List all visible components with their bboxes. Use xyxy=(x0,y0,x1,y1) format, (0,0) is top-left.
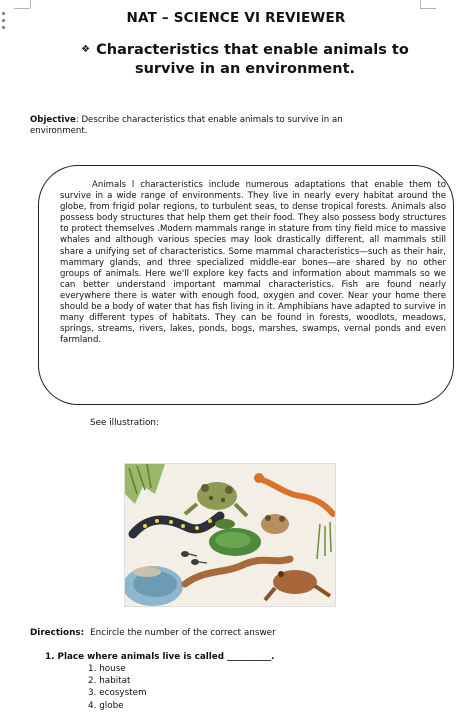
choice-item[interactable]: 2. habitat xyxy=(88,676,131,687)
subtitle-text: Characteristics that enable animals to survive in an environment. xyxy=(96,42,409,77)
see-illustration-label: See illustration: xyxy=(90,418,159,428)
animals-habitat-illustration xyxy=(124,463,336,607)
objective-text: : Describe characteristics that enable animals to survive in an environment. xyxy=(30,115,343,136)
page-title: NAT – SCIENCE VI REVIEWER xyxy=(126,10,346,26)
page-corner-marker xyxy=(420,0,436,9)
page-corner-marker xyxy=(29,0,31,8)
choice-item[interactable]: 4. globe xyxy=(88,700,124,711)
page-corner-marker xyxy=(420,0,422,8)
question-1: 1. Place where animals live is called __________. xyxy=(45,652,275,662)
objective-paragraph xyxy=(30,115,390,137)
diamond-bullet-icon: ❖ xyxy=(81,44,91,55)
directions-line xyxy=(30,628,276,638)
choice-item[interactable]: 3. ecosystem xyxy=(88,688,147,699)
objective-label: Objective xyxy=(30,115,76,125)
page-corner-marker xyxy=(14,0,30,9)
reading-passage: Animals l characteristics include numerous adaptations that enable them to survive in a wide range of environments. They live in nearly every habitat around the globe, from frigid polar regions, to turbulent seas, to dense tropical forests. Animals also possess body structures that help them get their food. They also possess body structures to protect themselves .Modern mammals range in stature from tiny field mice to massive whales and although various species may look drastically different, all mammals still share a unifying set of characteristics. Some mammal characteristics—such as their hair, mammary glands, and three specialized middle-ear bones—are shared by no other groups of animals. Here we'll explore key facts and information about mammals so we can better understand important mammal characteristics. Fish are found nearly everywhere there is water with enough food, oxygen and cover. Near your home there should be a body of water that has fish living in it. Amphibians have adapted to survive in many different types of habitats. They can be found in forests, woodlots, meadows, springs, streams, rivers, lakes, ponds, bogs, marshes, swamps, vernal ponds and even farmland. xyxy=(60,180,446,346)
page-subtitle xyxy=(60,40,430,79)
question-1-choices xyxy=(88,663,147,712)
choice-item[interactable]: 1. house xyxy=(88,664,126,674)
directions-label: Directions: xyxy=(30,628,85,638)
directions-text: Encircle the number of the correct answer xyxy=(90,628,276,638)
